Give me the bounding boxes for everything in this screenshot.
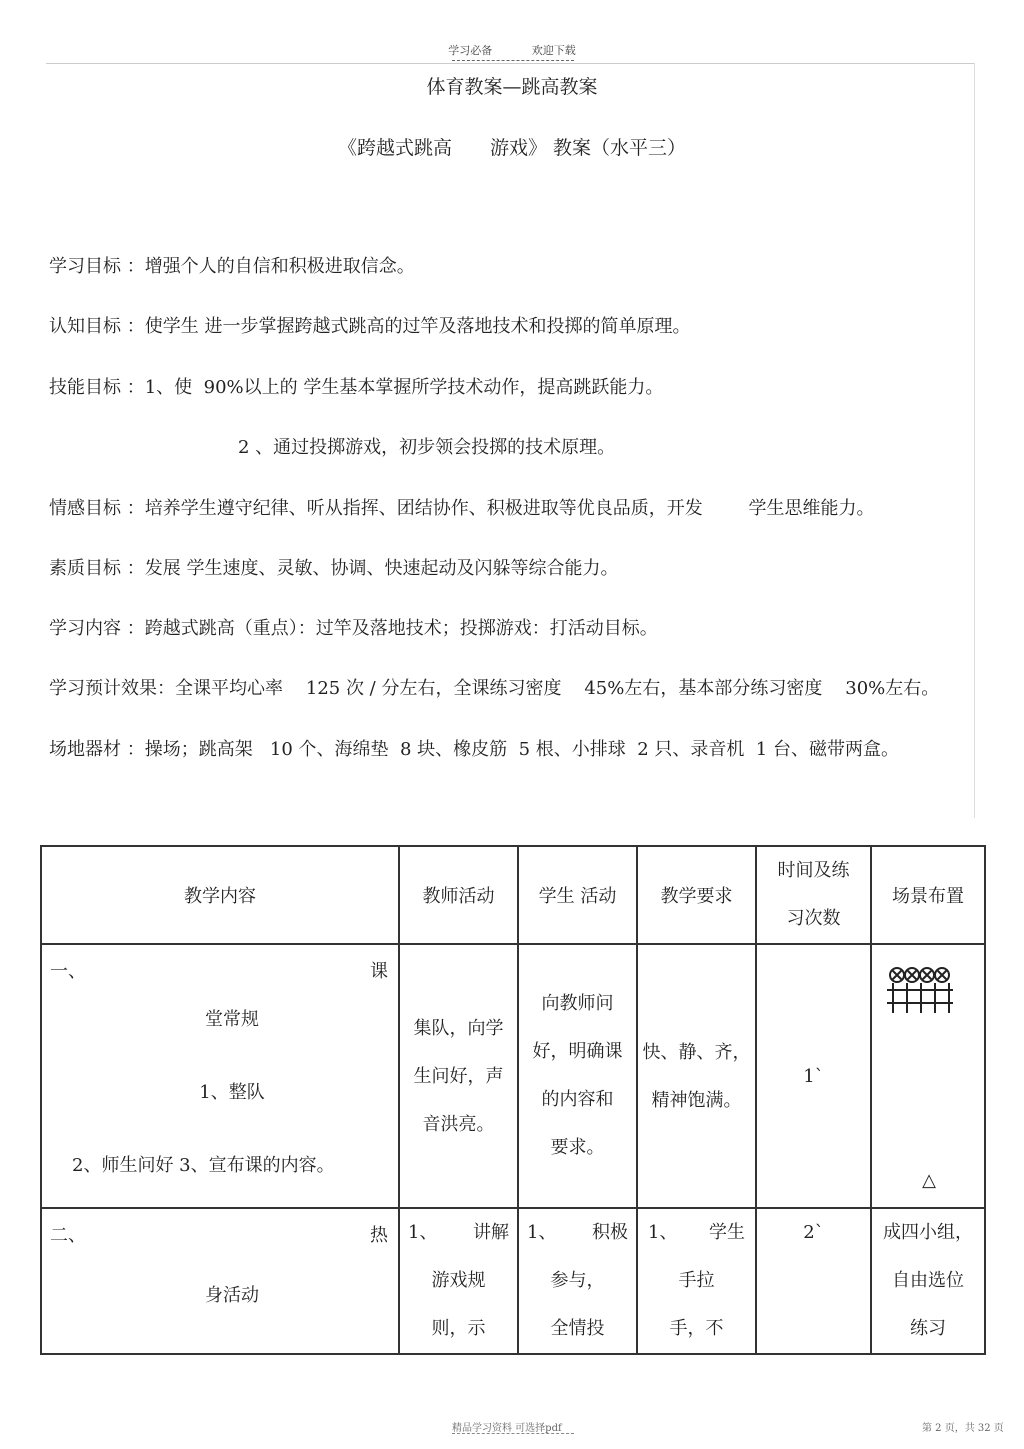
- document-subtitle: [0, 133, 1024, 160]
- lesson-table: [40, 845, 986, 1355]
- row1-student-line3: 的内容和: [541, 1089, 614, 1110]
- row2-student: [518, 1208, 637, 1354]
- table-row: [41, 944, 985, 1208]
- row1-teacher-line1: 集队，向学: [413, 1018, 504, 1039]
- row2-teacher-line2: 游戏规: [431, 1270, 486, 1291]
- row2-time: [756, 1208, 871, 1354]
- footer-left: 精品学习资料 可选择pdf: [452, 1423, 562, 1434]
- footer-page-number: 第 2 页，共 32 页: [922, 1423, 1004, 1434]
- header-time: [756, 846, 871, 944]
- row2-req-line3: 手，不: [669, 1318, 724, 1339]
- row1-time-value: 1`: [803, 1066, 824, 1087]
- row2-teacher-line3: 则，示: [431, 1318, 486, 1339]
- effect-line: 学习预计效果：全课平均心率 125 次 / 分左右，全课练习密度 45%左右，基本部分练习密度 30%左右。: [49, 678, 940, 699]
- document-title: 体育教案—跳高教案: [426, 76, 598, 98]
- header-left: 学习必备: [448, 44, 493, 57]
- equipment-line: 场地器材 ：操场；跳高架 10 个、海绵垫 8 块、橡皮筋 5 根、小排球 2 只、录音机 1 台、磁带两盒。: [49, 739, 899, 760]
- row1-req-line2: 精神饱满。: [651, 1090, 742, 1111]
- row2-content: [41, 1208, 399, 1354]
- header-divider: [452, 60, 574, 61]
- row1-title-start: 课: [370, 961, 388, 982]
- header-time-line1: 时间及练: [777, 860, 850, 881]
- row2-student-line2: 参与，: [550, 1270, 605, 1291]
- row2-requirement: [637, 1208, 756, 1354]
- footer-divider: [452, 1433, 574, 1434]
- row1-teacher-line2: 生问好，声: [413, 1066, 504, 1087]
- row1-content: [41, 944, 399, 1208]
- row2-scene-line1: 成四小组，: [883, 1222, 973, 1243]
- row2-time-value: 2`: [803, 1222, 824, 1243]
- cognitive-goal-line: 认知目标 ：使学生 进一步掌握跨越式跳高的过竿及落地技术和投掷的简单原理。: [49, 316, 691, 337]
- row2-student-num: 1、: [527, 1222, 557, 1243]
- row1-student: [518, 944, 637, 1208]
- row2-req-line2: 手拉: [678, 1270, 715, 1291]
- row1-teacher: [399, 944, 518, 1208]
- row1-item1: 1、整队: [199, 1082, 265, 1103]
- content-line: 学习内容 ：跨越式跳高（重点）：过竿及落地技术；投掷游戏：打活动目标。: [49, 618, 658, 639]
- row2-teacher-num: 1、: [408, 1222, 438, 1243]
- goal-line: 学习目标 ：增强个人的自信和积极进取信念。: [49, 256, 415, 277]
- teacher-triangle-icon: △: [922, 1170, 936, 1191]
- row2-req-num: 1、: [648, 1222, 678, 1243]
- row2-scene-line3: 练习: [910, 1318, 946, 1339]
- row1-requirement: [637, 944, 756, 1208]
- header-scene: 场景布置: [871, 846, 985, 944]
- header-right: 欢迎下载: [531, 44, 576, 57]
- row1-student-line1: 向教师问: [541, 993, 614, 1014]
- header-time-line2: 习次数: [786, 908, 841, 929]
- row2-scene-line2: 自由选位: [892, 1270, 964, 1291]
- header-requirement: 教学要求: [637, 846, 756, 944]
- row2-student-line3: 全情投: [550, 1318, 605, 1339]
- table-row: [41, 1208, 985, 1354]
- row2-title-start: 热: [370, 1225, 388, 1246]
- quality-goal-line: 素质目标 ：发展 学生速度、灵敏、协调、快速起动及闪躲等综合能力。: [49, 558, 619, 579]
- emotion-goal-line: 情感目标 ：培养学生遵守纪律、听从指挥、团结协作、积极进取等优良品质，开发 学生思维能力。: [49, 498, 875, 519]
- row1-student-line2: 好，明确课: [532, 1041, 623, 1062]
- row2-number: 二、: [50, 1225, 86, 1246]
- row1-req-line1: 快、静、齐，: [642, 1042, 751, 1063]
- row1-teacher-line3: 音洪亮。: [422, 1114, 495, 1135]
- row1-title-end: 堂常规: [205, 1009, 259, 1030]
- page-header: [0, 42, 1024, 58]
- skill-goal-line-2: 2 、通过投掷游戏，初步领会投掷的技术原理。: [238, 437, 616, 458]
- row1-time: [756, 944, 871, 1208]
- subtitle-part2: 游戏》 教案（水平三）: [489, 137, 687, 159]
- top-rule: [46, 63, 974, 64]
- skill-goal-line: 技能目标 ：1、使 90%以上的 学生基本掌握所学技术动作，提高跳跃能力。: [49, 377, 664, 398]
- row2-student-word: 积极: [592, 1222, 628, 1243]
- row1-number: 一、: [50, 961, 86, 982]
- header-student: 学生 活动: [518, 846, 637, 944]
- row2-req-word: 学生: [709, 1222, 745, 1243]
- row1-scene: [871, 944, 985, 1208]
- row1-student-line4: 要求。: [550, 1137, 605, 1158]
- row2-title-end: 身活动: [205, 1285, 259, 1306]
- row2-teacher-word: 讲解: [473, 1222, 509, 1243]
- row1-item2: 2、师生问好 3、宣布课的内容。: [72, 1155, 335, 1176]
- formation-icon: [887, 965, 957, 1021]
- header-content: 教学内容: [41, 846, 399, 944]
- subtitle-part1: 《跨越式跳高: [337, 137, 452, 159]
- right-rule: [974, 63, 975, 818]
- header-teacher: 教师活动: [399, 846, 518, 944]
- table-header-row: [41, 846, 985, 944]
- row2-scene: [871, 1208, 985, 1354]
